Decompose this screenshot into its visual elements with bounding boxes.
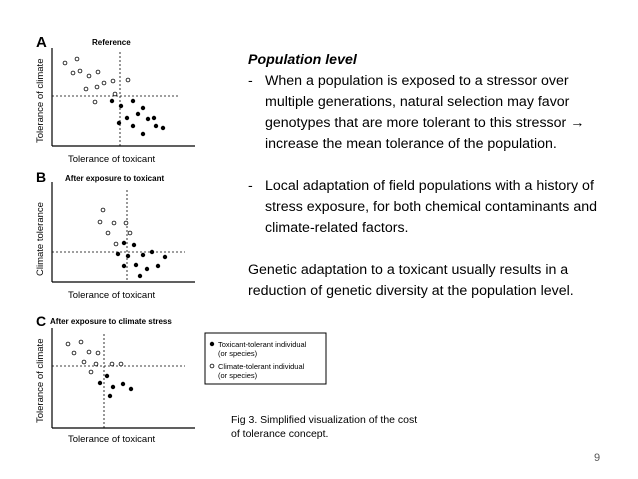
body-text: [248, 50, 628, 302]
bullet-2: [248, 176, 628, 239]
panel-b-letter: B: [36, 169, 47, 185]
panel-c-ylabel: Tolerance of climate: [35, 338, 46, 423]
bullet-1-line-1: When a population is exposed to a stressor over: [265, 73, 569, 89]
page-number: 9: [594, 452, 601, 464]
paragraph-line-1: Genetic adaptation to a toxicant usually results in a: [248, 262, 569, 278]
bullet-1: [248, 71, 628, 155]
legend-open-line2: (or species): [218, 371, 258, 380]
panel-c-letter: C: [36, 313, 47, 329]
panel-c: [35, 313, 195, 445]
panel-b: [35, 169, 195, 301]
paragraph-line-2: reduction of genetic diversity at the population level.: [248, 283, 574, 299]
panel-b-ylabel: Climate tolerance: [35, 202, 46, 276]
bullet-1-line-3: genotypes that are more tolerant to this stressor: [265, 115, 567, 131]
bullet-1-line-2: multiple generations, natural selection may favor: [265, 94, 570, 110]
legend: [205, 333, 326, 384]
bullet-2-line-2: stress exposure, for both chemical contaminants and: [265, 199, 597, 215]
panel-c-open-points: [66, 340, 123, 374]
panel-c-title: After exposure to climate stress: [50, 317, 172, 326]
panel-a-xlabel: Tolerance of toxicant: [68, 154, 156, 165]
panel-c-xlabel: Tolerance of toxicant: [68, 434, 156, 445]
bullet-2-line-1: Local adaptation of field populations with a history of: [265, 178, 594, 194]
panel-a-letter: A: [36, 34, 47, 51]
bullet-2-line-3: climate-related factors.: [265, 220, 409, 236]
panel-a-ylabel: Tolerance of climate: [35, 58, 46, 143]
legend-open-line1: Climate-tolerant individual: [218, 362, 305, 371]
panel-b-filled-points: [116, 241, 167, 278]
caption-line-1: Fig 3. Simplified visualization of the cost: [231, 414, 418, 426]
caption-line-2: of tolerance concept.: [231, 428, 329, 440]
panel-a-filled-points: [110, 99, 165, 136]
bullet-1-line-4: increase the mean tolerance of the population.: [265, 136, 557, 152]
panel-a: [35, 34, 195, 165]
bullet-1-dash: -: [248, 73, 253, 89]
legend-filled-line2: (or species): [218, 349, 258, 358]
panel-a-title: Reference: [92, 38, 131, 47]
panel-b-title: After exposure to toxicant: [65, 174, 165, 183]
arrow-icon: →: [570, 115, 585, 131]
bullet-2-dash: -: [248, 178, 253, 194]
panel-c-filled-points: [98, 374, 133, 398]
legend-open-marker: [210, 364, 214, 368]
panel-b-xlabel: Tolerance of toxicant: [68, 290, 156, 301]
legend-filled-marker: [210, 342, 214, 346]
section-heading: Population level: [248, 52, 357, 68]
legend-filled-line1: Toxicant-tolerant individual: [218, 340, 307, 349]
figure-caption: [231, 413, 451, 441]
